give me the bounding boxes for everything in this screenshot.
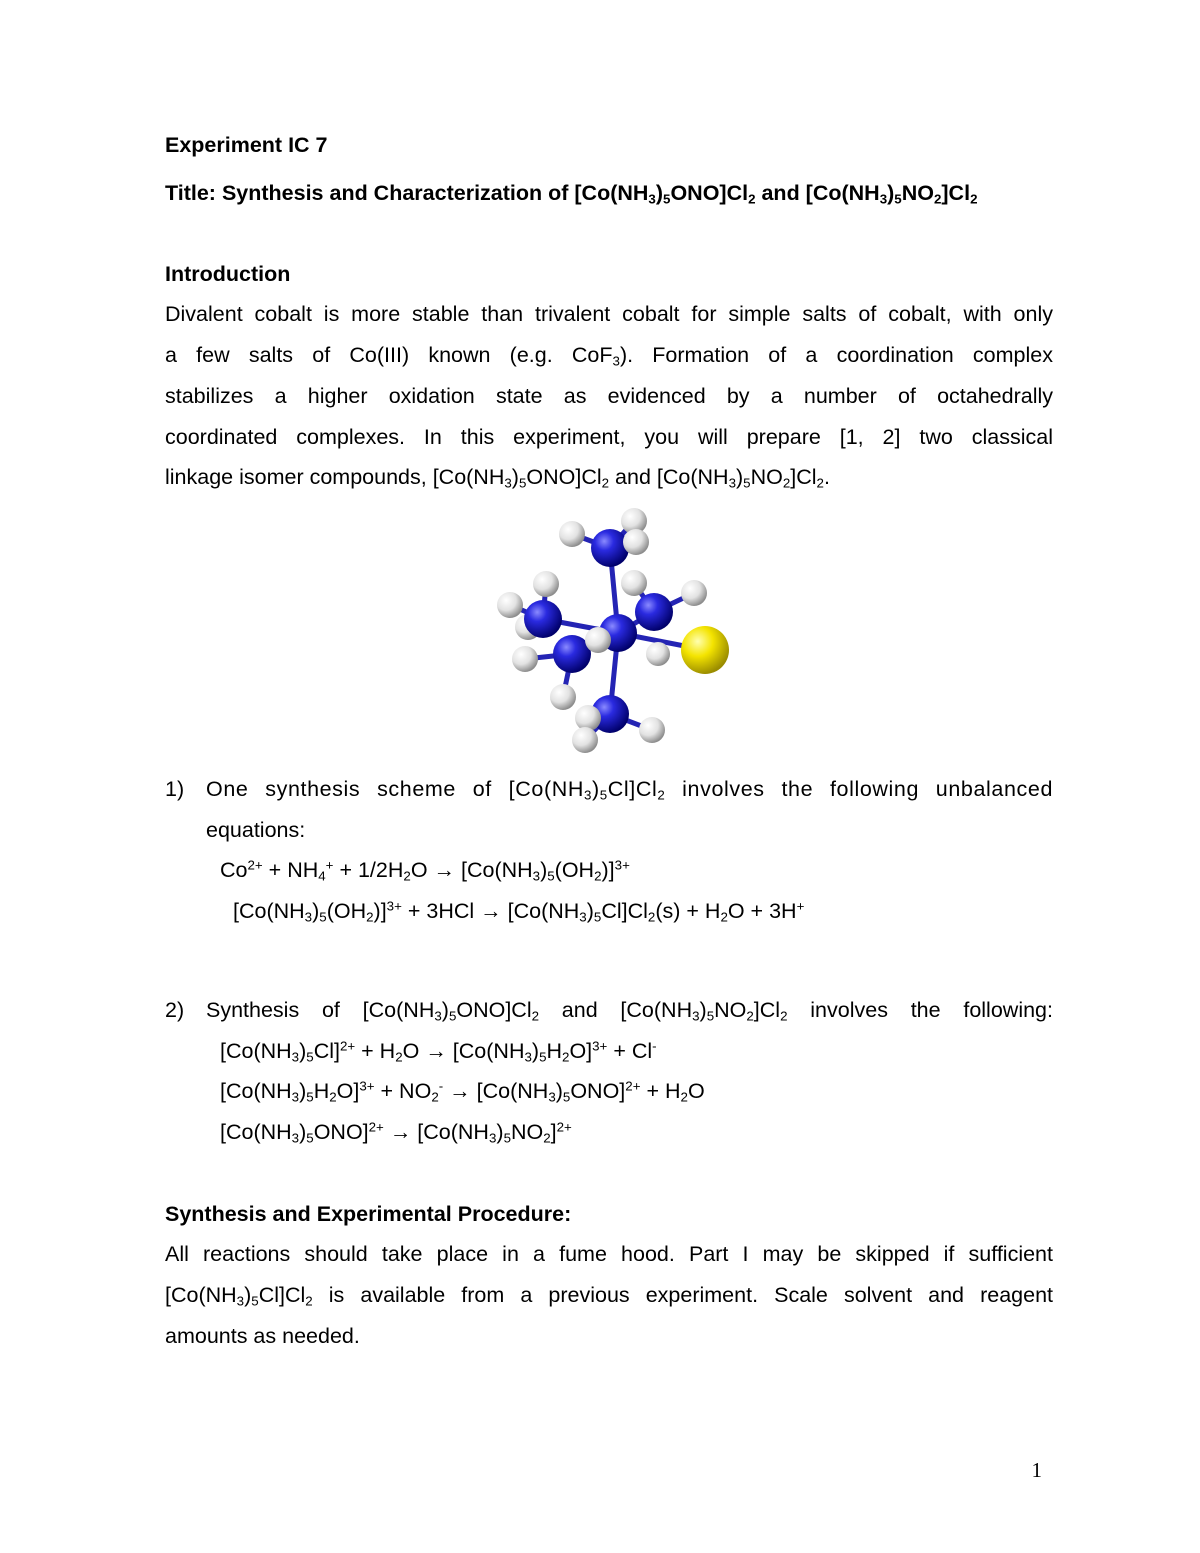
procedure-line-3: amounts as needed. — [165, 1324, 360, 1348]
section-1-line-1: One synthesis scheme of $[Co(NH_3)_5Cl]Cl_2$ involves the following unbalanced — [206, 777, 1053, 803]
introduction-heading: Introduction — [165, 262, 291, 286]
procedure-line-2: $[Co(NH_3)_5Cl]Cl_2$ is available from a previous experiment. Scale solvent and reagent — [165, 1283, 1053, 1309]
equation-2-1: $[Co(NH_3)_5Cl]^{2+} + H_2O \to [Co(NH_3)_5H_2O]^{3+} + Cl^-$ — [220, 1038, 657, 1065]
section-1-number: 1) — [165, 777, 185, 801]
equation-1-2: $[Co(NH_3)_5(OH_2)]^{3+} + 3HCl \to [Co(NH_3)_5Cl]Cl_2(s) + H_2O + 3H^+$ — [233, 898, 805, 925]
document-title: Title: Synthesis and Characterization of $[Co(NH_3)_5ONO]Cl_2$ and $[Co(NH_3)_5NO_2]Cl_2$ — [165, 181, 978, 207]
equation-2-3: $[Co(NH_3)_5ONO]^{2+} \to [Co(NH_3)_5NO_2]^{2+}$ — [220, 1119, 572, 1146]
experiment-label: Experiment IC 7 — [165, 133, 328, 157]
introduction-line-2: a few salts of Co(III) known (e.g. CoF$_3$). Formation of a coordination complex — [165, 343, 1053, 369]
introduction-line-5: linkage isomer compounds, $[Co(NH_3)_5ONO]Cl_2$ and $[Co(NH_3)_5NO_2]Cl_2$. — [165, 465, 830, 491]
introduction-line-1: Divalent cobalt is more stable than trivalent cobalt for simple salts of cobalt, with only — [165, 302, 1053, 326]
molecule-structure-image — [488, 502, 733, 760]
equation-1-1: $Co^{2+} + NH_4^+ + 1/2H_2O \to [Co(NH_3)_5(OH_2)]^{3+}$ — [220, 857, 630, 884]
section-1-line-2: equations: — [206, 818, 306, 842]
chlorine-atom — [681, 626, 729, 674]
introduction-line-4: coordinated complexes. In this experiment, you will prepare [1, 2] two classical — [165, 425, 1053, 449]
section-2-number: 2) — [165, 998, 185, 1022]
procedure-line-1: All reactions should take place in a fume hood. Part I may be skipped if sufficient — [165, 1242, 1053, 1266]
introduction-line-3: stabilizes a higher oxidation state as evidenced by a number of octahedrally — [165, 384, 1053, 408]
procedure-heading: Synthesis and Experimental Procedure: — [165, 1202, 572, 1226]
equation-2-2: $[Co(NH_3)_5H_2O]^{3+} + NO_2^- \to [Co(NH_3)_5ONO]^{2+} + H_2O$ — [220, 1078, 705, 1105]
page-number: 1 — [1031, 1458, 1042, 1482]
section-2-line-1: Synthesis of $[Co(NH_3)_5ONO]Cl_2$ and $[Co(NH_3)_5NO_2]Cl_2$ involves the following: — [206, 998, 1053, 1024]
